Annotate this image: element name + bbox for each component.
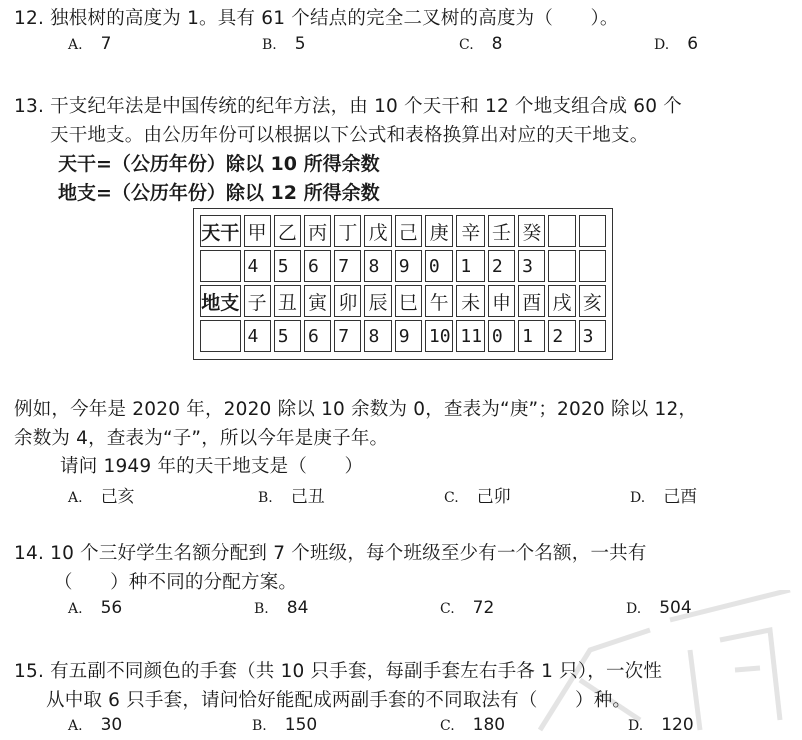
- tiangan-cell: [548, 215, 575, 247]
- tiangan-num-cell: 9: [395, 250, 422, 282]
- tiangan-cell: 丙: [304, 215, 331, 247]
- q12-option-d[interactable]: D. 6: [654, 34, 699, 54]
- tiangan-row: [200, 215, 606, 247]
- dizhi-num-cell: 9: [395, 320, 422, 352]
- tiangan-num-cell: 7: [334, 250, 361, 282]
- q14-option-d[interactable]: D. 504: [626, 598, 692, 618]
- dizhi-num-cell: 2: [548, 320, 575, 352]
- dizhi-cell: 丑: [274, 285, 301, 317]
- dizhi-num-cell: 5: [274, 320, 301, 352]
- dizhi-cell: 子: [244, 285, 271, 317]
- tiangan-num-cell: 2: [488, 250, 515, 282]
- dizhi-label: 地支: [200, 285, 241, 317]
- q15-option-d[interactable]: D. 120: [628, 715, 694, 735]
- q14-option-c[interactable]: C. 72: [440, 598, 495, 618]
- dizhi-num-cell: 4: [244, 320, 271, 352]
- dizhi-num-cell: 10: [425, 320, 453, 352]
- tiangan-cell: [579, 215, 606, 247]
- dizhi-num-cell: 1: [518, 320, 545, 352]
- q13-formula-dizhi: 地支=（公历年份）除以 12 所得余数: [58, 182, 380, 204]
- tiangan-cell: 丁: [334, 215, 361, 247]
- q13-option-d[interactable]: D. 己酉: [630, 487, 698, 507]
- q13-stem-line1: 13. 干支纪年法是中国传统的纪年方法，由 10 个天干和 12 个地支组合成 60 个: [14, 96, 683, 117]
- tiangan-cell: 壬: [488, 215, 515, 247]
- tiangan-cell: 癸: [518, 215, 545, 247]
- q12-stem: 12. 独根树的高度为 1。具有 61 个结点的完全二叉树的高度为（ ）。: [14, 8, 619, 29]
- tiangan-num-row: [200, 250, 606, 282]
- tiangan-cell: 庚: [425, 215, 453, 247]
- dizhi-num-cell: 7: [334, 320, 361, 352]
- tiangan-num-cell: [579, 250, 606, 282]
- q14-option-b[interactable]: B. 84: [254, 598, 309, 618]
- q15-stem-line2: 从中取 6 只手套，请问恰好能配成两副手套的不同取法有（ ）种。: [46, 690, 632, 711]
- dizhi-num-cell: 11: [456, 320, 484, 352]
- tiangan-num-cell: 3: [518, 250, 545, 282]
- q12-option-a[interactable]: A. 7: [68, 34, 112, 54]
- tiangan-num-cell: [548, 250, 575, 282]
- q14-stem-line2: （ ）种不同的分配方案。: [54, 572, 298, 593]
- q13-example-line1: 例如，今年是 2020 年，2020 除以 10 余数为 0，查表为“庚”；2020 除以 12，: [14, 399, 698, 420]
- tiangan-cell: 辛: [456, 215, 484, 247]
- dizhi-cell: 未: [456, 285, 484, 317]
- q12-option-c[interactable]: C. 8: [459, 34, 503, 54]
- dizhi-cell: 午: [425, 285, 453, 317]
- q13-question: 请问 1949 年的天干地支是（ ）: [60, 456, 364, 477]
- dizhi-num-cell: 6: [304, 320, 331, 352]
- q14-stem-line1: 14. 10 个三好学生名额分配到 7 个班级，每个班级至少有一个名额，一共有: [14, 543, 647, 564]
- q12-option-b[interactable]: B. 5: [262, 34, 306, 54]
- dizhi-num-row: [200, 320, 606, 352]
- dizhi-num-cell: 8: [364, 320, 391, 352]
- q15-option-b[interactable]: B. 150: [252, 715, 318, 735]
- tiangan-cell: 乙: [274, 215, 301, 247]
- tiangan-num-cell: 0: [425, 250, 453, 282]
- dizhi-cell: 卯: [334, 285, 361, 317]
- q13-formula-tiangan: 天干=（公历年份）除以 10 所得余数: [58, 153, 380, 175]
- q13-example-line2: 余数为 4，查表为“子”，所以今年是庚子年。: [14, 428, 389, 449]
- tiangan-num-cell: 6: [304, 250, 331, 282]
- dizhi-cell: 巳: [395, 285, 422, 317]
- q13-option-a[interactable]: A. 己亥: [68, 487, 135, 507]
- q13-stem-line2: 天干地支。由公历年份可以根据以下公式和表格换算出对应的天干地支。: [50, 125, 649, 146]
- tiangan-num-cell: 5: [274, 250, 301, 282]
- q13-option-c[interactable]: C. 己卯: [444, 487, 511, 507]
- empty-label-cell: [200, 250, 241, 282]
- dizhi-num-cell: 3: [579, 320, 606, 352]
- dizhi-cell: 亥: [579, 285, 606, 317]
- tiangan-label: 天干: [200, 215, 241, 247]
- tiangan-num-cell: 4: [244, 250, 271, 282]
- tiangan-num-cell: 1: [456, 250, 484, 282]
- empty-label-cell: [200, 320, 241, 352]
- dizhi-num-cell: 0: [488, 320, 515, 352]
- tiangan-cell: 甲: [244, 215, 271, 247]
- dizhi-row: [200, 285, 606, 317]
- tiangan-cell: 戊: [364, 215, 391, 247]
- q13-option-b[interactable]: B. 己丑: [258, 487, 325, 507]
- dizhi-cell: 戌: [548, 285, 575, 317]
- q14-option-a[interactable]: A. 56: [68, 598, 123, 618]
- dizhi-cell: 申: [488, 285, 515, 317]
- tiangan-num-cell: 8: [364, 250, 391, 282]
- q15-stem-line1: 15. 有五副不同颜色的手套（共 10 只手套，每副手套左右手各 1 只），一次性: [14, 661, 663, 682]
- dizhi-cell: 寅: [304, 285, 331, 317]
- dizhi-cell: 辰: [364, 285, 391, 317]
- tiangan-cell: 己: [395, 215, 422, 247]
- q15-option-c[interactable]: C. 180: [440, 715, 506, 735]
- dizhi-cell: 酉: [518, 285, 545, 317]
- q15-option-a[interactable]: A. 30: [68, 715, 123, 735]
- ganzhi-table: [193, 208, 613, 360]
